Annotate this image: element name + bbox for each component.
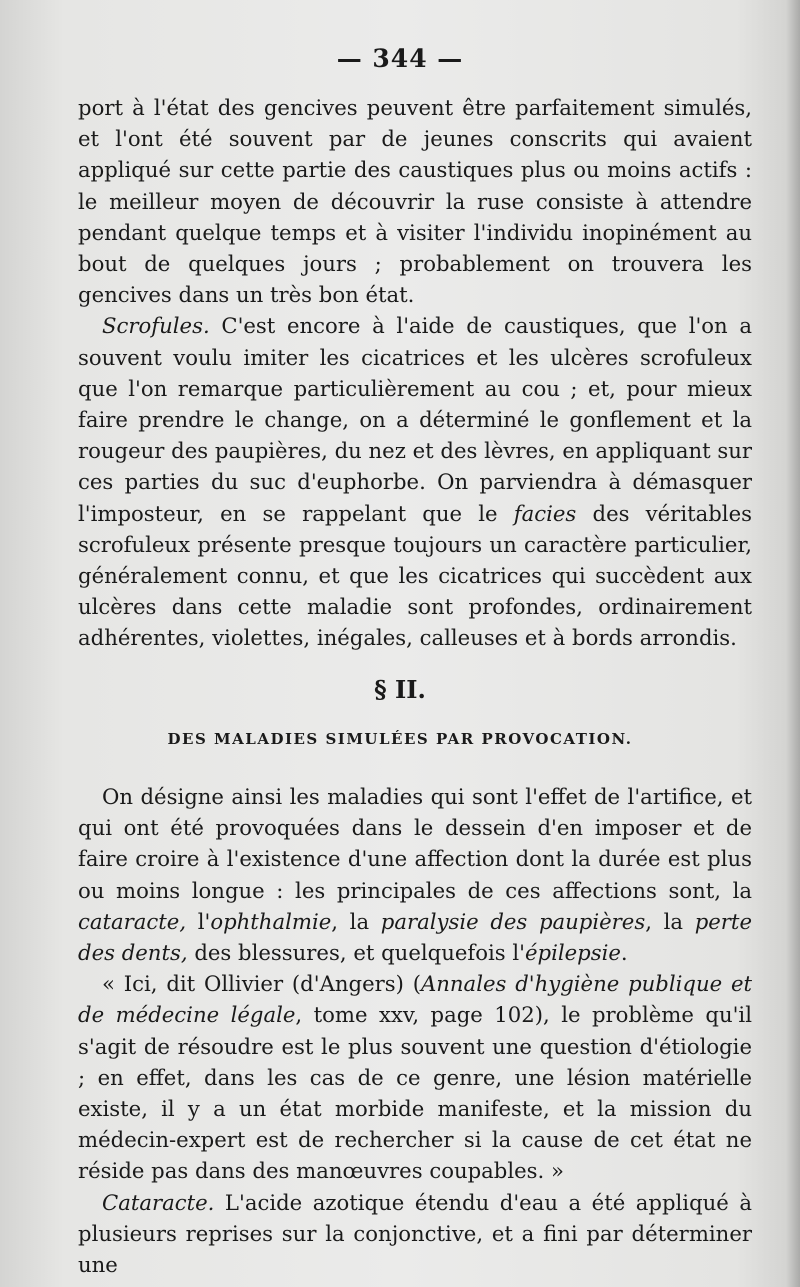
emphasis-term: épilepsie	[524, 940, 621, 966]
paragraph-gencives: port à l'état des gencives peuvent être parfaitement simulés, et l'ont été souvent par de jeunes conscrits qui avaient appliqué sur cette partie des caustiques plus ou moins actifs : le meilleur moyen de découvrir la ruse consiste à attendre pendant quelque temps et à visiter l'individu inopinément au bout de quelques jours ; probablement on trouvera les gencives dans un très bon état.	[78, 95, 752, 308]
page-number: — 344 —	[336, 44, 464, 73]
emphasis-term: cataracte,	[78, 908, 187, 934]
page-edge-shadow	[786, 0, 800, 1287]
emphasis-term: facies	[513, 500, 577, 526]
paragraph-provocation	[78, 781, 752, 968]
paragraph-heading: Scrofules.	[102, 313, 210, 339]
section-title: DES MALADIES SIMULÉES PAR PROVOCATION.	[167, 730, 633, 748]
citation-title: Annales d'hygiène publique et de médecine légale	[78, 971, 752, 1028]
emphasis-term: ophthalmie	[210, 908, 332, 934]
paragraph-text: , tome xxv, page 102), le problème qu'il s'agit de résoudre est le plus souvent une question d'étiologie ; en effet, dans les cas de ce genre, une lésion matérielle existe, il y a un état morbide manifeste, et la mission du médecin-expert est de rechercher si la cause de cet état ne réside pas dans des manœuvres coupables. »	[78, 1002, 752, 1184]
paragraph-text: des véritables scrofuleux présente presque toujours un caractère particulier, généralement connu, et que les cicatrices qui succèdent aux ulcères dans cette maladie sont profondes, ordinairement adhérentes, violettes, inégales, calleuses et à bords arrondis.	[78, 500, 752, 651]
paragraph-heading: Cataracte.	[102, 1189, 215, 1215]
text-block-bottom	[78, 781, 752, 1280]
paragraph-scrofules	[78, 310, 752, 653]
paragraph-ollivier-quote	[78, 968, 752, 1186]
paragraph-text: On désigne ainsi les maladies qui sont l'effet de l'artifice, et qui ont été provoquées dans le dessein d'en imposer et de faire croire à l'existence d'une affection dont la durée est plus ou moins longue : les principales de ces affections sont, la	[78, 784, 752, 903]
paragraph-text: .	[620, 940, 628, 966]
paragraph-cataracte	[78, 1187, 752, 1281]
paragraph-text: , la	[645, 908, 695, 934]
emphasis-term: perte des dents,	[78, 908, 752, 966]
paragraph-text: l'	[186, 908, 211, 934]
paragraph-text: L'acide azotique étendu d'eau a été appliqué à plusieurs reprises sur la conjonctive, et a fini par déterminer une	[78, 1189, 752, 1278]
paragraph-text: C'est encore à l'aide de caustiques, que l'on a souvent voulu imiter les cicatrices et les ulcères scrofuleux que l'on remarque particulièrement au cou ; et, pour mieux faire prendre le change, on a déterminé le gonflement et la rougeur des paupières, du nez et des lèvres, en appliquant sur ces parties du suc d'euphorbe. On parviendra à démasquer l'imposteur, en se rappelant que le	[78, 313, 753, 526]
paragraph-text: , la	[331, 908, 381, 934]
text-block-top	[78, 92, 752, 654]
emphasis-term: paralysie des paupières	[380, 908, 646, 934]
paragraph-text: des blessures, et quelquefois l'	[187, 940, 525, 966]
paragraph-text: « Ici, dit Ollivier (d'Angers) (	[102, 971, 421, 997]
section-number: § II.	[374, 675, 426, 704]
